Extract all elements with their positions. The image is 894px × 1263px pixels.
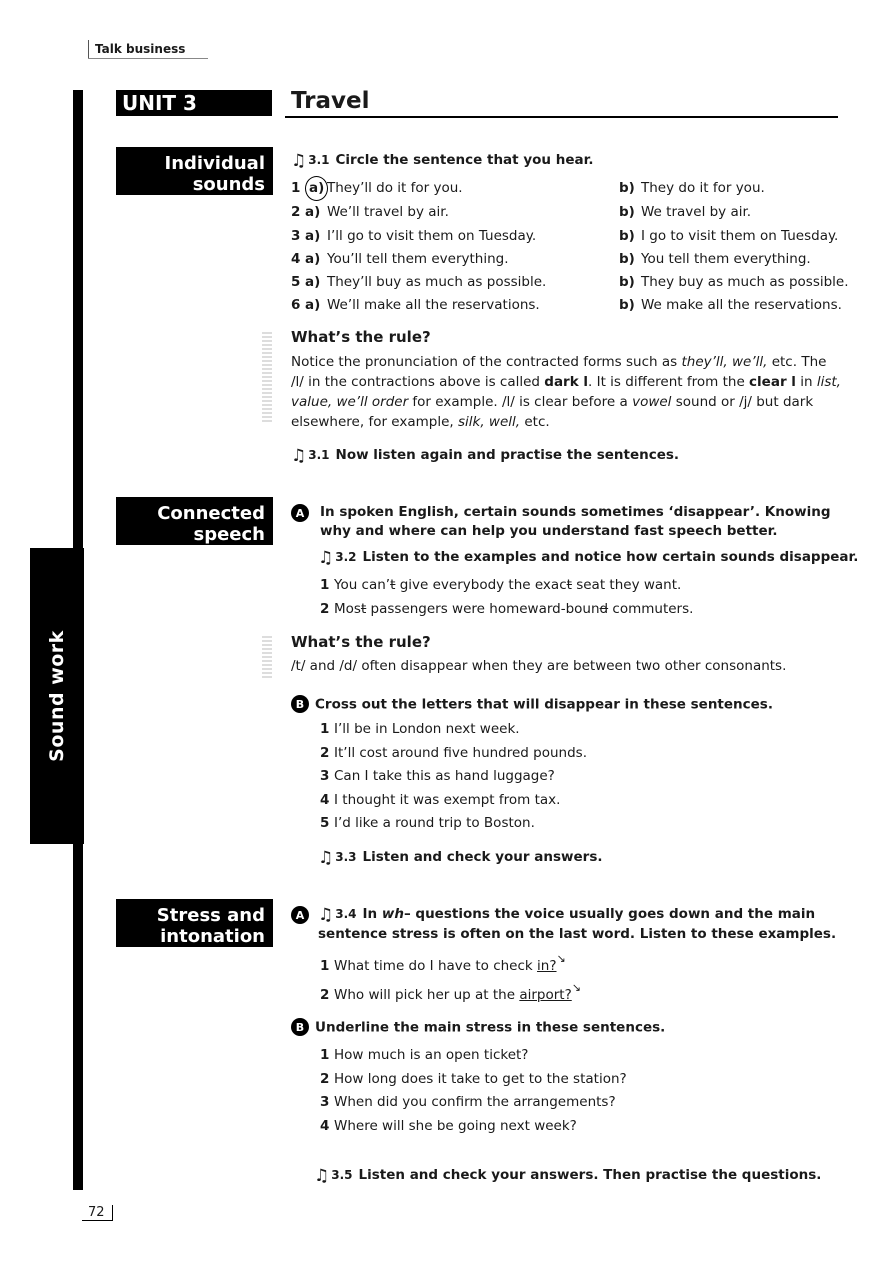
- exercise-b-items: [320, 1044, 627, 1138]
- item-number: 5: [320, 815, 330, 831]
- item-text: I thought it was exempt from tax.: [334, 791, 561, 808]
- option-a-label: a): [305, 176, 328, 201]
- item-number: 4: [320, 791, 330, 808]
- stress-exercise-a: [291, 905, 841, 944]
- instruction: Cross out the letters that will disappear in these sentences.: [315, 696, 773, 713]
- section-connected-speech: [116, 497, 273, 545]
- section-title-line: Connected: [157, 503, 265, 524]
- instruction: In spoken English, certain sounds sometimes ‘disappear’. Knowing why and where can help you understand fast speech better.: [320, 504, 831, 539]
- option-a: I’ll go to visit them on Tuesday.: [327, 227, 537, 244]
- rule-text-run: sound or /j/ but dark elsewhere, for example,: [291, 394, 814, 430]
- item-number: 3: [320, 1094, 330, 1110]
- stressed-word: airport?: [519, 987, 572, 1003]
- connected-exercise-a: [291, 503, 841, 541]
- option-b: You tell them everything.: [641, 250, 811, 267]
- list-item: [320, 952, 581, 981]
- instruction: Listen and check your answers. Then practise the questions.: [358, 1167, 822, 1183]
- rule-box-marker: [262, 330, 272, 422]
- option-b: They buy as much as possible.: [641, 274, 849, 291]
- item-number: 2: [320, 744, 330, 761]
- section-title-line: sounds: [192, 174, 265, 195]
- instruction: Circle the sentence that you hear.: [335, 152, 594, 168]
- rule-text-run: Notice the pronunciation of the contracted forms such as: [291, 354, 682, 370]
- item-text: It’ll cost around five hundred pounds.: [334, 744, 587, 761]
- rule-box-marker: [262, 636, 272, 678]
- text-run: seat they want.: [571, 577, 682, 593]
- option-b: We travel by air.: [641, 204, 752, 221]
- list-item: [291, 201, 851, 224]
- option-b-label: b): [619, 180, 635, 196]
- item-number: 3: [320, 768, 330, 784]
- audio-icon: ♫: [314, 1166, 330, 1186]
- exercise-a-badge: A: [291, 906, 309, 924]
- item-text: How much is an open ticket?: [334, 1047, 529, 1063]
- option-b: I go to visit them on Tuesday.: [641, 227, 839, 244]
- exercise-a-badge: A: [291, 504, 309, 522]
- unit-title-rule: [285, 116, 838, 118]
- option-b-label: b): [619, 227, 635, 244]
- rule-text-run: . It is different from the: [588, 374, 750, 390]
- item-number: 1: [291, 180, 301, 196]
- text-run: Mos: [334, 601, 361, 617]
- exercise-3-1-heading: [291, 151, 593, 171]
- item-text: When did you confirm the arrangements?: [334, 1094, 616, 1110]
- option-a-label: a): [305, 297, 321, 314]
- rule-text-bold: clear l: [749, 374, 796, 390]
- item-number: 5: [291, 274, 301, 291]
- section-stress-intonation: [116, 899, 273, 947]
- item-text: How long does it take to get to the station?: [334, 1070, 627, 1087]
- connected-exercise-b: [291, 695, 773, 713]
- option-a-label: a): [305, 204, 321, 221]
- struck-letter: t: [390, 577, 396, 593]
- list-item: [320, 742, 587, 766]
- circled-answer: [305, 176, 327, 201]
- exercise-3-1-items: [291, 176, 851, 318]
- track-number: 3.1: [308, 448, 330, 462]
- section-title-line: Individual: [164, 153, 265, 174]
- side-tab: [30, 548, 84, 844]
- list-item: [320, 718, 587, 742]
- item-text: Who will pick her up at the: [334, 987, 520, 1003]
- exercise-3-5-heading: [314, 1166, 821, 1186]
- rule-text-run: etc.: [520, 414, 550, 430]
- running-head-rule: [88, 58, 208, 59]
- list-item: [320, 981, 581, 1010]
- exercise-3-1-practise: [291, 446, 679, 466]
- stress-exercise-b: [291, 1018, 665, 1036]
- exercise-3-3-heading: [318, 848, 602, 868]
- option-b-label: b): [619, 274, 635, 291]
- list-item: [320, 789, 587, 813]
- instruction-run: In: [362, 906, 382, 922]
- audio-icon: ♫: [318, 548, 334, 568]
- text-run: You can’: [334, 577, 391, 593]
- text-run: passengers were homeward-boun: [366, 601, 600, 617]
- item-number: 4: [320, 1117, 330, 1134]
- option-b: They do it for you.: [641, 180, 765, 196]
- track-number: 3.1: [308, 153, 330, 167]
- item-number: 2: [320, 1070, 330, 1087]
- item-number: 1: [320, 1047, 330, 1063]
- instruction-run: – questions the voice usually goes down and the main sentence stress is often on the last word. Listen to these examples.: [318, 906, 837, 942]
- item-number: 2: [291, 204, 301, 221]
- page-number-rule: [82, 1220, 112, 1221]
- item-number: 4: [291, 250, 301, 267]
- audio-icon: ♫: [291, 151, 307, 171]
- item-text: I’ll be in London next week.: [334, 721, 520, 737]
- rule-text-italic: they’ll, we’ll,: [681, 354, 768, 370]
- list-item: [320, 597, 693, 621]
- item-number: 1: [320, 577, 330, 593]
- rule-text-run: for example. /l/ is clear before a: [408, 394, 633, 410]
- track-number: 3.2: [335, 550, 357, 564]
- list-item: [320, 1044, 627, 1068]
- instruction: Listen to the examples and notice how certain sounds disappear.: [362, 549, 859, 565]
- exercise-3-2-items: [320, 573, 693, 621]
- option-b-label: b): [619, 297, 635, 314]
- exercise-b-items: [320, 718, 587, 836]
- struck-letter: d: [599, 601, 609, 617]
- rule-text: [291, 352, 841, 432]
- option-a: They’ll buy as much as possible.: [327, 274, 547, 291]
- section-title-line: Stress and: [156, 905, 265, 926]
- section-individual-sounds: [116, 147, 273, 195]
- stressed-word: in?: [537, 958, 557, 974]
- list-item: [291, 248, 851, 271]
- page-number: 72: [88, 1205, 105, 1220]
- list-item: [291, 294, 851, 317]
- list-item: [320, 812, 587, 836]
- item-number: 3: [291, 227, 301, 244]
- option-a: We’ll travel by air.: [327, 204, 449, 221]
- item-text: I’d like a round trip to Boston.: [334, 815, 535, 831]
- option-a-label: a): [305, 250, 321, 267]
- struck-letter: t: [566, 577, 572, 593]
- rule-text-italic: list, value, we’ll order: [291, 374, 841, 410]
- item-number: 2: [320, 601, 330, 617]
- track-number: 3.4: [335, 907, 357, 921]
- text-run: commuters.: [608, 601, 694, 617]
- rule-text-bold: dark l: [544, 374, 589, 390]
- rule-text-italic: silk, well,: [457, 414, 521, 430]
- struck-letter: t: [360, 601, 367, 617]
- instruction-italic: wh: [381, 906, 404, 922]
- item-number: 1: [320, 721, 330, 737]
- item-text: Where will she be going next week?: [334, 1117, 577, 1134]
- list-item: [320, 1115, 627, 1139]
- list-item: [320, 765, 587, 789]
- unit-title: Travel: [291, 88, 370, 114]
- item-number: 6: [291, 297, 301, 314]
- side-tab-label: Sound work: [46, 630, 68, 762]
- track-number: 3.3: [335, 850, 357, 864]
- item-text: Can I take this as hand luggage?: [334, 768, 555, 784]
- instruction: Now listen again and practise the sentences.: [335, 447, 680, 463]
- audio-icon: ♫: [291, 446, 307, 466]
- instruction: Listen and check your answers.: [362, 849, 603, 865]
- list-item: [291, 271, 851, 294]
- audio-icon: ♫: [318, 905, 334, 925]
- falling-intonation-arrow-icon: ↘: [571, 981, 581, 994]
- exercise-b-badge: B: [291, 695, 309, 713]
- option-b-label: b): [619, 204, 635, 221]
- option-a: You’ll tell them everything.: [327, 250, 509, 267]
- list-item: [291, 225, 851, 248]
- audio-icon: ♫: [318, 848, 334, 868]
- list-item: [320, 573, 693, 597]
- instruction: Underline the main stress in these sentences.: [315, 1019, 666, 1036]
- text-run: give everybody the exac: [395, 577, 567, 593]
- option-a: They’ll do it for you.: [327, 180, 463, 196]
- track-number: 3.5: [331, 1168, 353, 1182]
- rule-text-run: etc. The /l/ in the contractions above is called: [291, 354, 827, 390]
- list-item: [320, 1091, 627, 1115]
- option-a-label: a): [305, 274, 321, 291]
- page-number-tick: [112, 1205, 113, 1221]
- falling-intonation-arrow-icon: ↘: [556, 952, 566, 965]
- exercise-b-badge: B: [291, 1018, 309, 1036]
- item-text: What time do I have to check: [334, 958, 538, 974]
- rule-text-italic: vowel: [632, 394, 672, 410]
- section-title-line: speech: [193, 524, 265, 545]
- option-b-label: b): [619, 250, 635, 267]
- list-item: [320, 1068, 627, 1092]
- item-number: 1: [320, 958, 330, 974]
- exercise-3-4-items: [320, 952, 581, 1010]
- exercise-3-2-heading: [318, 548, 858, 568]
- running-head-tick: [88, 40, 89, 58]
- rule-text-run: in: [795, 374, 817, 390]
- rule-text: /t/ and /d/ often disappear when they are between two other consonants.: [291, 658, 787, 674]
- unit-label: UNIT 3: [116, 90, 272, 116]
- rule-heading: What’s the rule?: [291, 633, 431, 651]
- option-b: We make all the reservations.: [641, 297, 842, 314]
- list-item: [291, 176, 851, 201]
- rule-heading: What’s the rule?: [291, 328, 431, 346]
- running-head: Talk business: [95, 42, 186, 56]
- section-title-line: intonation: [160, 926, 265, 947]
- option-a: We’ll make all the reservations.: [327, 297, 540, 314]
- option-a-label: a): [305, 227, 321, 244]
- item-number: 2: [320, 987, 330, 1003]
